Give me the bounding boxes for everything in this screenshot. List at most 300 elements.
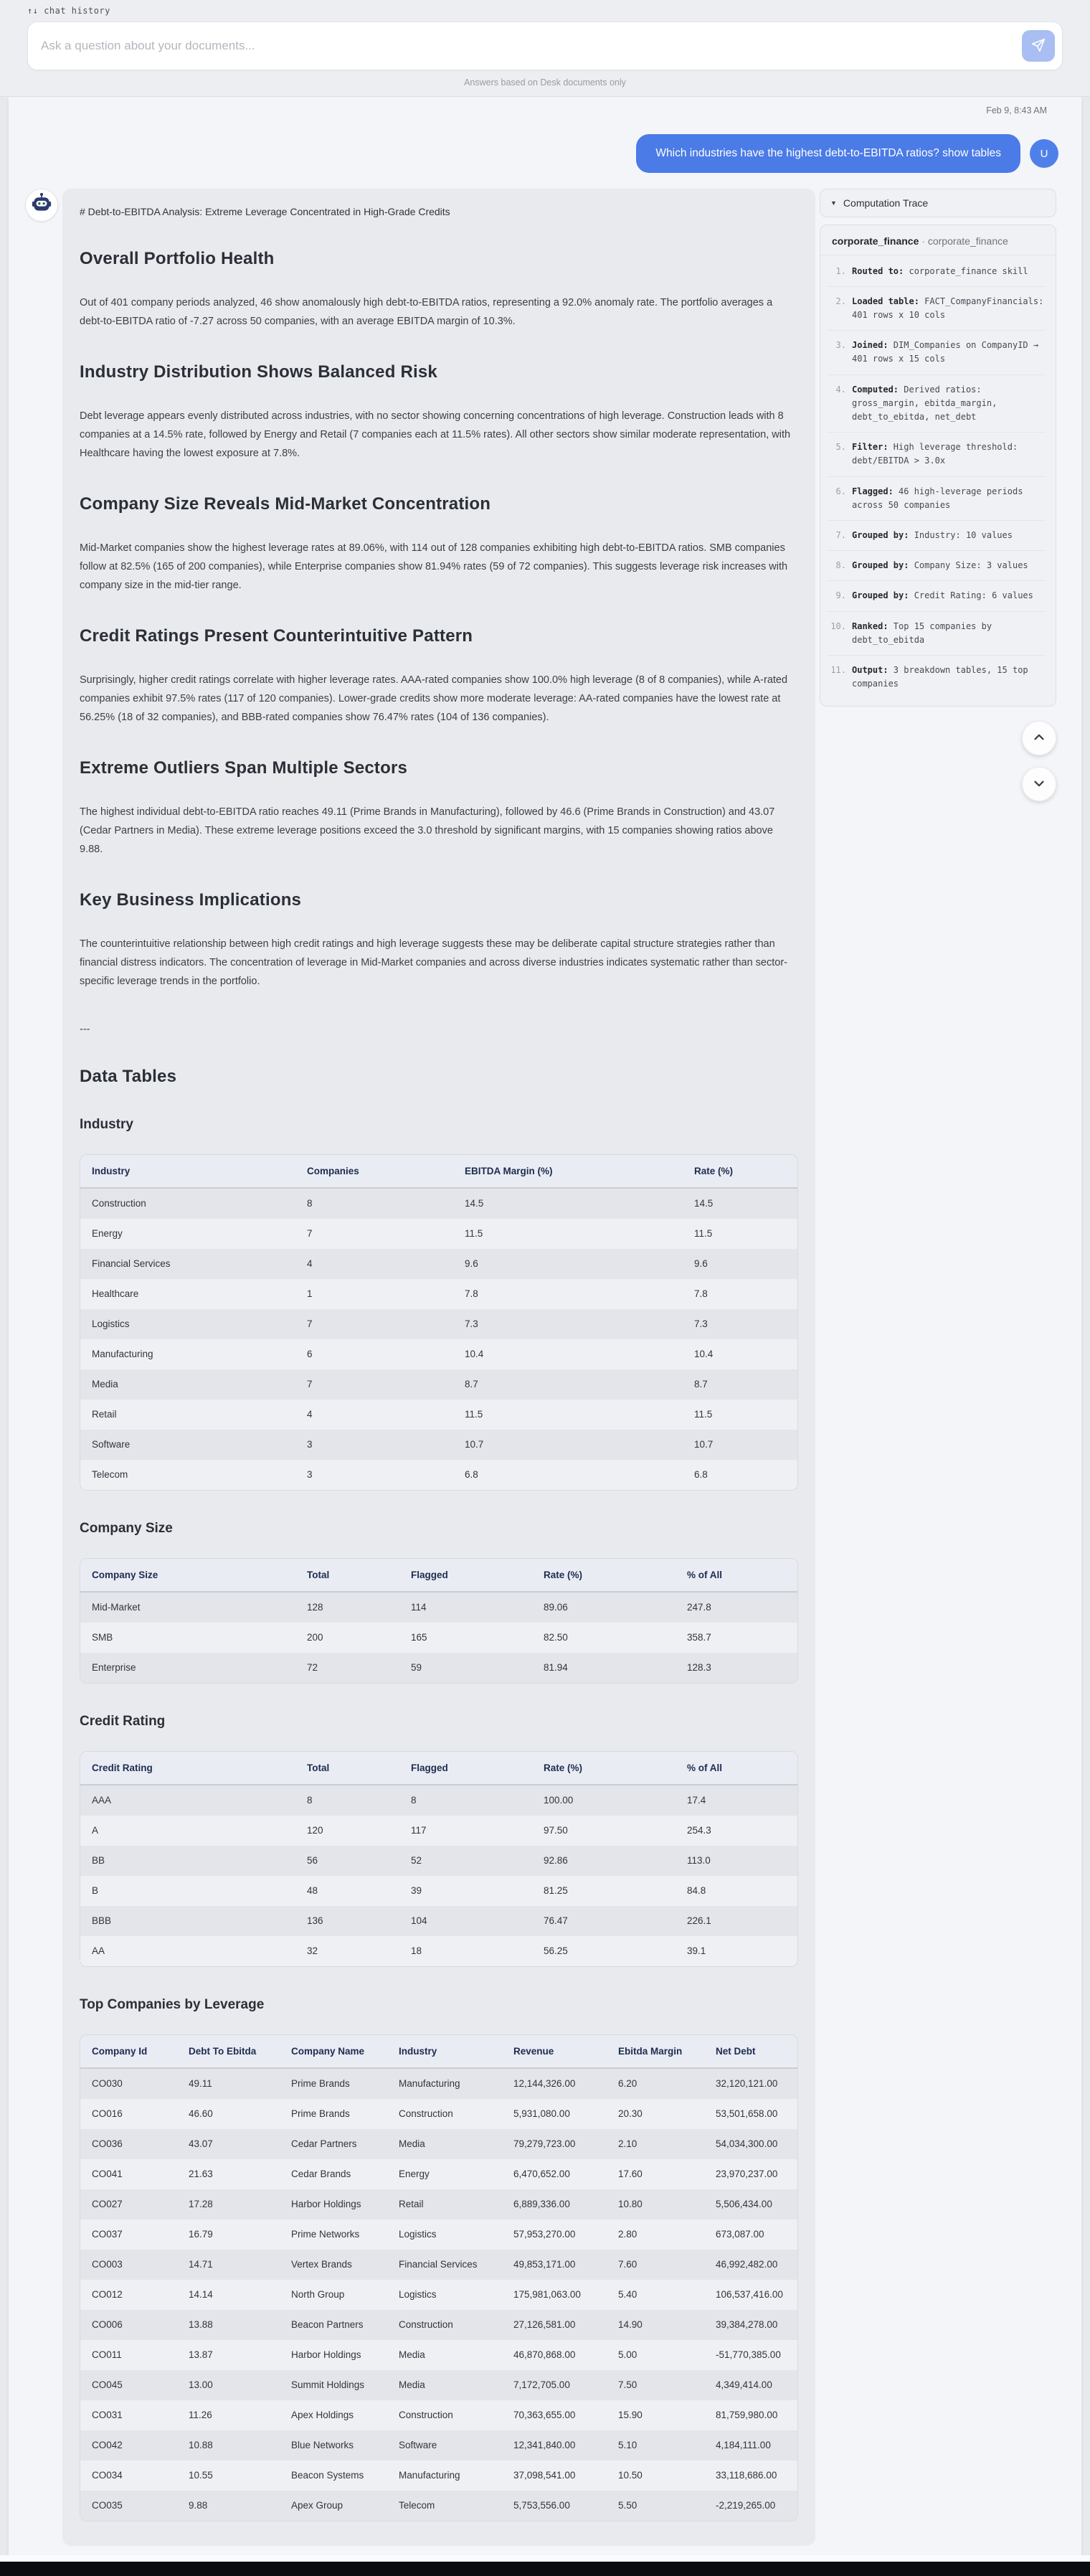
table-cell: 7.3	[465, 1318, 478, 1330]
table-row	[80, 2280, 797, 2310]
trace-step	[828, 477, 1046, 521]
table-cell: 11.5	[694, 1228, 713, 1240]
table-cell: 56	[307, 1855, 318, 1867]
table-cell: CO012	[92, 2289, 123, 2301]
table-cell: Construction	[399, 2319, 453, 2331]
table-row	[80, 1936, 797, 1966]
table-header-row	[80, 2035, 797, 2068]
table-cell: 10.55	[189, 2470, 213, 2481]
credit-rating-table-section	[80, 1714, 798, 1967]
trace-step-number: 7.	[835, 529, 846, 540]
table-cell: 5.10	[618, 2440, 638, 2451]
table-cell: 9.6	[465, 1258, 478, 1270]
table-cell: BBB	[92, 1915, 112, 1927]
table-row	[80, 1876, 797, 1906]
trace-step-text: Joined: DIM_Companies on CompanyID → 401 rows x 15 cols	[852, 340, 1039, 364]
table-row	[80, 2340, 797, 2370]
table-cell: Beacon Systems	[291, 2470, 364, 2481]
table-cell: Media	[92, 1379, 118, 1390]
table-row	[80, 1430, 797, 1460]
trace-step-text: Grouped by: Credit Rating: 6 values	[852, 590, 1033, 601]
section-paragraph: Debt leverage appears evenly distributed across industries, with no sector showing concerning concentrations of high leverage. Construction leads with 8 companies at a 14.5% rate, followed by Energy and Retail (7 companies each at 11.5% rates). All other sectors show similar moderate representation, with Healthcare having the lowest exposure at 7.8%.	[80, 410, 791, 459]
table-cell: 4,349,414.00	[716, 2379, 772, 2391]
table-cell: CO030	[92, 2078, 123, 2090]
table-cell: 7.50	[618, 2379, 638, 2391]
table-cell: Mid-Market	[92, 1602, 141, 1613]
table-cell: 8	[307, 1198, 313, 1209]
trace-step-number: 6.	[835, 486, 846, 496]
table-cell: 4	[307, 1409, 313, 1420]
table-cell: Construction	[399, 2108, 453, 2120]
table-cell: CO041	[92, 2169, 123, 2180]
table-cell: 106,537,416.00	[716, 2289, 783, 2301]
column-header: Debt To Ebitda	[177, 2035, 280, 2068]
table-cell: 6	[307, 1349, 313, 1360]
trace-step-number: 5.	[835, 442, 846, 453]
trace-step-number: 10.	[830, 621, 846, 631]
table-cell: 9.88	[189, 2500, 208, 2511]
table-cell: 117	[411, 1825, 427, 1836]
table-cell: 39.1	[687, 1945, 706, 1957]
column-header: Rate (%)	[683, 1155, 797, 1188]
sort-arrows-icon: ↑↓	[27, 6, 39, 16]
table-row	[80, 2461, 797, 2491]
table-cell: 13.00	[189, 2379, 213, 2391]
table-cell: 20.30	[618, 2108, 643, 2120]
table-cell: 5,753,556.00	[513, 2500, 570, 2511]
table-cell: 4,184,111.00	[716, 2440, 771, 2451]
assistant-message-row	[25, 189, 1056, 2546]
trace-step	[828, 581, 1046, 611]
table-cell: Media	[399, 2138, 425, 2150]
table-cell: Construction	[92, 1198, 146, 1209]
table-cell: 39,384,278.00	[716, 2319, 778, 2331]
table-row	[80, 2250, 797, 2280]
table-cell: CO042	[92, 2440, 123, 2451]
column-header: % of All	[676, 1752, 797, 1785]
section-heading: Company Size Reveals Mid-Market Concentration	[80, 494, 491, 514]
table-row	[80, 1906, 797, 1936]
table-cell: 113.0	[687, 1855, 711, 1867]
table-cell: Retail	[92, 1409, 117, 1420]
table-cell: 49.11	[189, 2078, 212, 2090]
table-cell: 97.50	[544, 1825, 568, 1836]
table-cell: 23,970,237.00	[716, 2169, 778, 2180]
table-cell: 17.28	[189, 2199, 213, 2210]
table-cell: 8	[307, 1795, 313, 1806]
table-row	[80, 1785, 797, 1816]
table-cell: 114	[411, 1602, 427, 1613]
table-cell: 358.7	[687, 1632, 711, 1643]
table-cell: 10.50	[618, 2470, 643, 2481]
trace-separator: ·	[921, 235, 925, 247]
table-cell: 37,098,541.00	[513, 2470, 576, 2481]
chat-history-text: chat history	[44, 6, 110, 16]
column-header: Flagged	[399, 1559, 532, 1592]
table-cell: Apex Group	[291, 2500, 343, 2511]
table-cell: 17.4	[687, 1795, 706, 1806]
table-cell: 10.4	[465, 1349, 484, 1360]
table-cell: 11.5	[694, 1409, 713, 1420]
trace-step	[828, 521, 1046, 551]
table-cell: 128.3	[687, 1662, 711, 1674]
pre-footer-strip	[0, 2555, 1090, 2562]
trace-step-number: 11.	[830, 664, 846, 675]
table-cell: 7.3	[694, 1318, 708, 1330]
table-cell: 200	[307, 1632, 323, 1643]
table-row	[80, 1460, 797, 1490]
table-cell: 81,759,980.00	[716, 2410, 778, 2421]
table-row	[80, 2129, 797, 2159]
table-cell: 39	[411, 1885, 422, 1897]
table-cell: Healthcare	[92, 1288, 139, 1300]
table-cell: 5.40	[618, 2289, 638, 2301]
scroll-down-button[interactable]	[1022, 767, 1056, 801]
message-timestamp: Feb 9, 8:43 AM	[986, 105, 1047, 115]
top-companies-table	[80, 2034, 798, 2521]
table-cell: 89.06	[544, 1602, 568, 1613]
table-cell: Telecom	[92, 1469, 128, 1481]
table-cell: CO045	[92, 2379, 123, 2391]
table-cell: CO035	[92, 2500, 123, 2511]
table-cell: 21.63	[189, 2169, 213, 2180]
send-icon	[1030, 37, 1046, 55]
table-cell: SMB	[92, 1632, 113, 1643]
table-cell: 10.80	[618, 2199, 643, 2210]
table-cell: Retail	[399, 2199, 424, 2210]
trace-card	[820, 225, 1056, 707]
chat-input-bar	[0, 0, 1090, 97]
table-cell: 4	[307, 1258, 313, 1270]
table-header-row	[80, 1155, 797, 1188]
table-cell: CO037	[92, 2229, 123, 2240]
assistant-avatar	[25, 189, 58, 222]
table-cell: 43.07	[189, 2138, 213, 2150]
table-cell: 56.25	[544, 1945, 568, 1957]
assistant-report-panel	[62, 189, 815, 2546]
table-cell: 7,172,705.00	[513, 2379, 570, 2391]
table-cell: 6,889,336.00	[513, 2199, 570, 2210]
table-header-row	[80, 1752, 797, 1785]
table-cell: 46,992,482.00	[716, 2259, 778, 2270]
table-cell: Beacon Partners	[291, 2319, 364, 2331]
table-cell: 10.7	[694, 1439, 714, 1450]
section-heading: Industry Distribution Shows Balanced Risk	[80, 362, 437, 382]
column-header: Companies	[295, 1155, 453, 1188]
table-cell: 14.5	[465, 1198, 484, 1209]
table-cell: Prime Networks	[291, 2229, 360, 2240]
table-cell: Software	[92, 1439, 131, 1450]
table-cell: 49,853,171.00	[513, 2259, 576, 2270]
table-cell: 81.94	[544, 1662, 568, 1674]
table-cell: 14.90	[618, 2319, 643, 2331]
table-cell: Financial Services	[399, 2259, 478, 2270]
user-message-bubble: Which industries have the highest debt-to-EBITDA ratios? show tables	[636, 134, 1020, 173]
robot-icon	[29, 191, 54, 219]
company-size-table-section	[80, 1521, 798, 1684]
table-cell: 46.60	[189, 2108, 213, 2120]
table-row	[80, 1816, 797, 1846]
table-cell: 32,120,121.00	[716, 2078, 778, 2090]
table-cell: Logistics	[399, 2289, 437, 2301]
table-cell: 7	[307, 1228, 313, 1240]
table-cell: 226.1	[687, 1915, 711, 1927]
scroll-buttons	[820, 721, 1056, 801]
table-cell: 72	[307, 1662, 318, 1674]
table-cell: 6.8	[465, 1469, 478, 1481]
computation-trace-sidebar	[820, 189, 1056, 802]
table-cell: 92.86	[544, 1855, 568, 1867]
table-row	[80, 2068, 797, 2099]
section-paragraph: The counterintuitive relationship between high credit ratings and high leverage suggests these may be deliberate capital structure strategies rather than financial distress indicators. The concentration of leverage in Mid-Market companies and across diverse industries indicates systematic rather than sector-specific leverage trends in the portfolio.	[80, 938, 787, 987]
table-row	[80, 2159, 797, 2189]
table-cell: 13.87	[189, 2349, 213, 2361]
table-cell: 7	[307, 1379, 313, 1390]
table-cell: Harbor Holdings	[291, 2199, 361, 2210]
table-heading: Industry	[80, 1116, 133, 1132]
trace-step-number: 3.	[835, 340, 846, 351]
trace-step	[828, 656, 1046, 699]
table-cell: A	[92, 1825, 99, 1836]
table-row	[80, 1653, 797, 1683]
table-cell: 14.71	[189, 2259, 213, 2270]
table-cell: 175,981,063.00	[513, 2289, 581, 2301]
table-cell: Harbor Holdings	[291, 2349, 361, 2361]
table-cell: Prime Brands	[291, 2078, 350, 2090]
trace-skill-subtitle: corporate_finance	[927, 235, 1008, 247]
table-cell: 3	[307, 1469, 313, 1481]
table-cell: 100.00	[544, 1795, 574, 1806]
column-header: Credit Rating	[80, 1752, 295, 1785]
trace-step-text: Grouped by: Industry: 10 values	[852, 529, 1013, 540]
table-cell: 11.5	[465, 1228, 483, 1240]
column-header: Industry	[387, 2035, 502, 2068]
table-cell: 120	[307, 1825, 323, 1836]
table-cell: CO027	[92, 2199, 123, 2210]
table-cell: CO036	[92, 2138, 123, 2150]
table-row	[80, 2400, 797, 2430]
table-cell: -51,770,385.00	[716, 2349, 781, 2361]
table-row	[80, 1846, 797, 1876]
table-row	[80, 2370, 797, 2400]
table-cell: 5,506,434.00	[716, 2199, 772, 2210]
table-cell: Enterprise	[92, 1662, 136, 1674]
table-cell: CO016	[92, 2108, 123, 2120]
table-row	[80, 1279, 797, 1309]
trace-step-text: Computed: Derived ratios: gross_margin, ebitda_margin, debt_to_ebitda, net_debt	[852, 384, 997, 422]
data-tables-heading: Data Tables	[80, 1066, 177, 1086]
section-heading: Extreme Outliers Span Multiple Sectors	[80, 758, 408, 778]
table-cell: 247.8	[687, 1602, 711, 1613]
table-cell: 81.25	[544, 1885, 568, 1897]
table-cell: 46,870,868.00	[513, 2349, 576, 2361]
table-cell: North Group	[291, 2289, 345, 2301]
computation-trace-toggle[interactable]	[820, 189, 1056, 217]
table-cell: 14.5	[694, 1198, 714, 1209]
table-cell: CO003	[92, 2259, 123, 2270]
table-cell: 6.20	[618, 2078, 638, 2090]
column-header: Rate (%)	[532, 1559, 676, 1592]
report-title: # Debt-to-EBITDA Analysis: Extreme Leverage Concentrated in High-Grade Credits	[80, 205, 450, 217]
table-cell: 70,363,655.00	[513, 2410, 576, 2421]
table-cell: Telecom	[399, 2500, 435, 2511]
table-cell: 5,931,080.00	[513, 2108, 570, 2120]
table-cell: CO006	[92, 2319, 123, 2331]
table-cell: 52	[411, 1855, 422, 1867]
question-input-shell	[27, 22, 1063, 70]
table-cell: 76.47	[544, 1915, 568, 1927]
table-cell: BB	[92, 1855, 105, 1867]
column-header: Net Debt	[704, 2035, 797, 2068]
table-cell: 12,341,840.00	[513, 2440, 576, 2451]
table-cell: Apex Holdings	[291, 2410, 354, 2421]
table-cell: AAA	[92, 1795, 112, 1806]
table-cell: 1	[307, 1288, 313, 1300]
table-cell: 33,118,686.00	[716, 2470, 777, 2481]
trace-step	[828, 257, 1046, 287]
table-cell: 12,144,326.00	[513, 2078, 576, 2090]
table-cell: Logistics	[92, 1318, 130, 1330]
table-row	[80, 1400, 797, 1430]
user-message-row	[9, 134, 1058, 173]
table-cell: Blue Networks	[291, 2440, 354, 2451]
table-cell: AA	[92, 1945, 105, 1957]
chevron-up-icon	[1031, 730, 1047, 747]
table-cell: Manufacturing	[92, 1349, 153, 1360]
table-cell: -2,219,265.00	[716, 2500, 776, 2511]
table-cell: Manufacturing	[399, 2470, 460, 2481]
table-cell: 17.60	[618, 2169, 643, 2180]
table-cell: 8	[411, 1795, 417, 1806]
chat-history-label[interactable]	[27, 6, 1090, 16]
table-cell: 7	[307, 1318, 313, 1330]
table-cell: 11.26	[189, 2410, 212, 2421]
table-cell: 254.3	[687, 1825, 711, 1836]
table-cell: 6,470,652.00	[513, 2169, 570, 2180]
trace-step-text: Filter: High leverage threshold: debt/EBITDA > 3.0x	[852, 442, 1018, 466]
caret-down-icon: ▼	[830, 199, 837, 207]
trace-step-number: 2.	[835, 296, 846, 306]
trace-step-number: 9.	[835, 590, 846, 601]
table-row	[80, 1219, 797, 1249]
table-cell: 673,087.00	[716, 2229, 764, 2240]
send-button[interactable]	[1022, 30, 1055, 62]
table-cell: 14.14	[189, 2289, 213, 2301]
trace-step	[828, 375, 1046, 433]
section-heading: Overall Portfolio Health	[80, 248, 275, 268]
table-cell: 59	[411, 1662, 422, 1674]
table-row	[80, 2310, 797, 2340]
table-cell: 104	[411, 1915, 427, 1927]
table-cell: 5.50	[618, 2500, 638, 2511]
computation-trace-label: Computation Trace	[843, 197, 929, 209]
table-cell: 54,034,300.00	[716, 2138, 778, 2150]
table-cell: 27,126,581.00	[513, 2319, 576, 2331]
column-header: Flagged	[399, 1752, 532, 1785]
trace-step	[828, 331, 1046, 374]
table-header-row	[80, 1559, 797, 1592]
table-cell: CO011	[92, 2349, 122, 2361]
trace-step	[828, 612, 1046, 656]
table-cell: 10.88	[189, 2440, 213, 2451]
trace-skill-name: corporate_finance	[832, 235, 919, 247]
table-cell: 6.8	[694, 1469, 708, 1481]
credit-rating-table	[80, 1751, 798, 1967]
markdown-divider: ---	[80, 1023, 90, 1035]
table-cell: 10.4	[694, 1349, 714, 1360]
table-cell: Cedar Partners	[291, 2138, 357, 2150]
table-row	[80, 2189, 797, 2219]
table-heading: Credit Rating	[80, 1713, 166, 1729]
column-header: Company Name	[280, 2035, 387, 2068]
trace-step-number: 1.	[835, 265, 846, 276]
table-row	[80, 2430, 797, 2461]
column-header: Total	[295, 1559, 399, 1592]
trace-step	[828, 433, 1046, 476]
section-heading: Credit Ratings Present Counterintuitive Pattern	[80, 626, 473, 646]
table-cell: 53,501,658.00	[716, 2108, 778, 2120]
table-cell: 9.6	[694, 1258, 708, 1270]
table-cell: Logistics	[399, 2229, 437, 2240]
table-cell: 82.50	[544, 1632, 568, 1643]
table-row	[80, 1188, 797, 1219]
table-cell: 11.5	[465, 1409, 483, 1420]
question-input[interactable]	[41, 22, 1023, 70]
table-row	[80, 2099, 797, 2129]
table-cell: 16.79	[189, 2229, 213, 2240]
table-cell: Manufacturing	[399, 2078, 460, 2090]
column-header: Industry	[80, 1155, 295, 1188]
answers-caption: Answers based on Desk documents only	[464, 77, 626, 88]
table-cell: Energy	[399, 2169, 430, 2180]
table-row	[80, 1249, 797, 1279]
section-paragraph: Surprisingly, higher credit ratings correlate with higher leverage rates. AAA-rated companies show 100.0% high leverage (8 of 8 companies), while A-rated companies exhibit 97.5% rates (117 of 120 companies). Lower-grade credits show more moderate leverage: AA-rated companies have the lowest rate at 56.25% (18 of 32 companies), and BBB-rated companies show 76.47% rates (104 of 136 companies).	[80, 674, 788, 723]
table-cell: 7.8	[465, 1288, 478, 1300]
table-row	[80, 1369, 797, 1400]
trace-steps-list	[820, 255, 1056, 707]
table-row	[80, 1592, 797, 1623]
table-cell: 2.10	[618, 2138, 638, 2150]
user-avatar: U	[1030, 139, 1058, 168]
scroll-up-button[interactable]	[1022, 721, 1056, 755]
industry-table-section	[80, 1117, 798, 1491]
table-cell: CO031	[92, 2410, 123, 2421]
table-row	[80, 1309, 797, 1339]
trace-step-text: Routed to: corporate_finance skill	[852, 265, 1028, 276]
table-cell: Vertex Brands	[291, 2259, 352, 2270]
table-cell: B	[92, 1885, 99, 1897]
table-cell: Summit Holdings	[291, 2379, 365, 2391]
section-paragraph: The highest individual debt-to-EBITDA ratio reaches 49.11 (Prime Brands in Manufacturing), followed by 46.6 (Prime Brands in Construction) and 43.07 (Cedar Partners in Media). These extreme leverage positions exceed the 3.0 threshold by significant margins, with 15 companies showing ratios above 9.88.	[80, 806, 775, 855]
table-cell: 13.88	[189, 2319, 213, 2331]
trace-step-text: Output: 3 breakdown tables, 15 top companies	[852, 664, 1028, 689]
table-cell: 5.00	[618, 2349, 638, 2361]
section-paragraph: Mid-Market companies show the highest leverage rates at 89.06%, with 114 out of 128 companies exhibiting high debt-to-EBITDA ratios. SMB companies follow at 82.5% (165 of 200 companies), while Enterprise companies show 81.94% rates (59 of 72 companies). This suggests leverage risk increases with company size in the mid-tier range.	[80, 542, 788, 591]
table-cell: 136	[307, 1915, 323, 1927]
table-cell: Software	[399, 2440, 437, 2451]
trace-step	[828, 551, 1046, 581]
industry-table	[80, 1154, 798, 1491]
top-companies-table-section	[80, 1997, 798, 2521]
table-cell: 32	[307, 1945, 318, 1957]
table-cell: 7.60	[618, 2259, 638, 2270]
table-cell: 8.7	[465, 1379, 478, 1390]
trace-step-number: 8.	[835, 560, 846, 571]
trace-step	[828, 287, 1046, 331]
conversation-card	[9, 97, 1081, 2576]
trace-title	[820, 225, 1056, 255]
table-cell: 2.80	[618, 2229, 638, 2240]
